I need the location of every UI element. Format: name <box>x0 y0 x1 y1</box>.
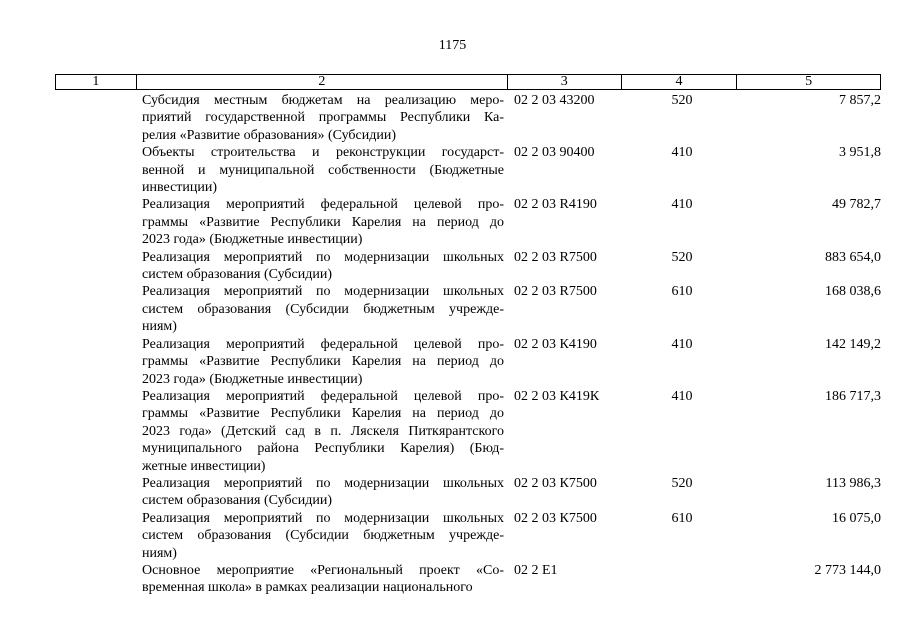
row-code: 02 2 03 R4190 <box>514 197 597 213</box>
row-name-line: Основное мероприятие «Региональный проект «Со- <box>142 562 504 578</box>
header-col-2: 2 <box>137 75 508 89</box>
row-sum: 186 717,3 <box>825 388 881 404</box>
row-name-line: систем образования (Субсидии) <box>142 493 333 509</box>
header-col-1: 1 <box>56 75 137 89</box>
row-name-line: временная школа» в рамках реализации национального <box>142 580 473 596</box>
row-expense-type: 410 <box>671 145 693 161</box>
row-code: 02 2 03 К419К <box>514 388 600 404</box>
header-col-5: 5 <box>805 74 813 89</box>
row-code: 02 2 03 К7500 <box>514 475 597 491</box>
table-row <box>0 562 905 597</box>
row-sum: 168 038,6 <box>825 284 881 300</box>
row-name-line: Реализация мероприятий по модернизации школьных <box>142 249 504 265</box>
row-expense-type: 410 <box>671 336 693 352</box>
row-code: 02 2 03 К4190 <box>514 336 597 352</box>
table-row <box>0 196 905 248</box>
row-name-line: Реализация мероприятий по модернизации школьных <box>142 475 504 491</box>
row-name-line: Реализация мероприятий по модернизации школьных <box>142 284 504 300</box>
row-name-line: инвестиции) <box>142 180 218 196</box>
table-row <box>0 283 905 335</box>
row-name-line: муниципального района Республики Карелия) (Бюд- <box>142 441 504 457</box>
row-name <box>142 283 504 335</box>
row-name-line: релия «Развитие образования» (Субсидии) <box>142 127 397 143</box>
row-expense-type: 610 <box>671 510 693 526</box>
row-name <box>142 92 504 144</box>
row-name-line: систем образования (Субсидии бюджетным учрежде- <box>142 528 504 544</box>
row-name <box>142 336 504 388</box>
row-sum: 3 951,8 <box>839 145 881 161</box>
row-name <box>142 562 504 597</box>
row-name-line: ниям) <box>142 319 177 335</box>
row-name <box>142 196 504 248</box>
table-row <box>0 475 905 510</box>
row-code: 02 2 03 90400 <box>514 145 595 161</box>
row-name-line: Реализация мероприятий федеральной целевой про- <box>142 197 504 213</box>
table-row <box>0 144 905 196</box>
row-expense-type: 610 <box>671 284 693 300</box>
row-name-line: граммы «Развитие Республики Карелия на период до <box>142 406 504 422</box>
row-name-line: систем образования (Субсидии) <box>142 267 333 283</box>
table-row <box>0 336 905 388</box>
row-name-line: 2023 года» (Бюджетные инвестиции) <box>142 232 363 248</box>
row-sum: 16 075,0 <box>832 510 881 526</box>
table-body <box>0 92 905 597</box>
row-name-line: приятий государственной программы Республики Ка- <box>142 110 504 126</box>
row-expense-type: 410 <box>671 388 693 404</box>
row-code: 02 2 03 К7500 <box>514 510 597 526</box>
table-header <box>55 74 881 90</box>
row-expense-type: 410 <box>671 197 693 213</box>
row-name <box>142 475 504 510</box>
page-number: 1175 <box>438 38 467 53</box>
row-name-line: граммы «Развитие Республики Карелия на период до <box>142 214 504 230</box>
row-name <box>142 388 504 475</box>
table-row <box>0 249 905 284</box>
row-name-line: граммы «Развитие Республики Карелия на период до <box>142 354 504 370</box>
row-name-line: жетные инвестиции) <box>142 458 266 474</box>
row-sum: 142 149,2 <box>825 336 881 352</box>
row-expense-type <box>624 562 740 597</box>
row-name-line: венной и муниципальной собственности (Бюджетные <box>142 162 504 178</box>
row-name-line: ниям) <box>142 545 177 561</box>
row-name-line: систем образования (Субсидии бюджетным учрежде- <box>142 301 504 317</box>
row-name-line: Объекты строительства и реконструкции государст- <box>142 145 504 161</box>
row-name-line: Субсидия местным бюджетам на реализацию меро- <box>142 93 504 108</box>
row-expense-type: 520 <box>671 475 693 491</box>
row-name-line: 2023 года» (Бюджетные инвестиции) <box>142 371 363 387</box>
row-name-line: 2023 года» (Детский сад в п. Ляскеля Питкярантского <box>142 423 504 439</box>
row-name-line: Реализация мероприятий федеральной целевой про- <box>142 336 504 352</box>
header-col-4: 4 <box>622 75 738 89</box>
row-code: 02 2 03 R7500 <box>514 249 597 265</box>
row-sum: 2 773 144,0 <box>814 562 881 578</box>
row-sum: 113 986,3 <box>825 475 881 491</box>
row-expense-type: 520 <box>671 93 693 108</box>
row-name <box>142 144 504 196</box>
row-sum: 883 654,0 <box>825 249 881 265</box>
header-col-3: 3 <box>508 75 622 89</box>
row-name-line: Реализация мероприятий по модернизации школьных <box>142 510 504 526</box>
row-code: 02 2 03 43200 <box>514 93 595 108</box>
table-row <box>0 388 905 475</box>
table-row <box>0 92 905 144</box>
row-sum: 7 857,2 <box>839 93 881 108</box>
row-name <box>142 510 504 562</box>
row-name <box>142 249 504 284</box>
row-expense-type: 520 <box>671 249 693 265</box>
row-code: 02 2 E1 <box>514 562 558 578</box>
row-name-line: Реализация мероприятий федеральной целевой про- <box>142 388 504 404</box>
row-sum: 49 782,7 <box>832 197 881 213</box>
row-code: 02 2 03 R7500 <box>514 284 597 300</box>
table-row <box>0 510 905 562</box>
